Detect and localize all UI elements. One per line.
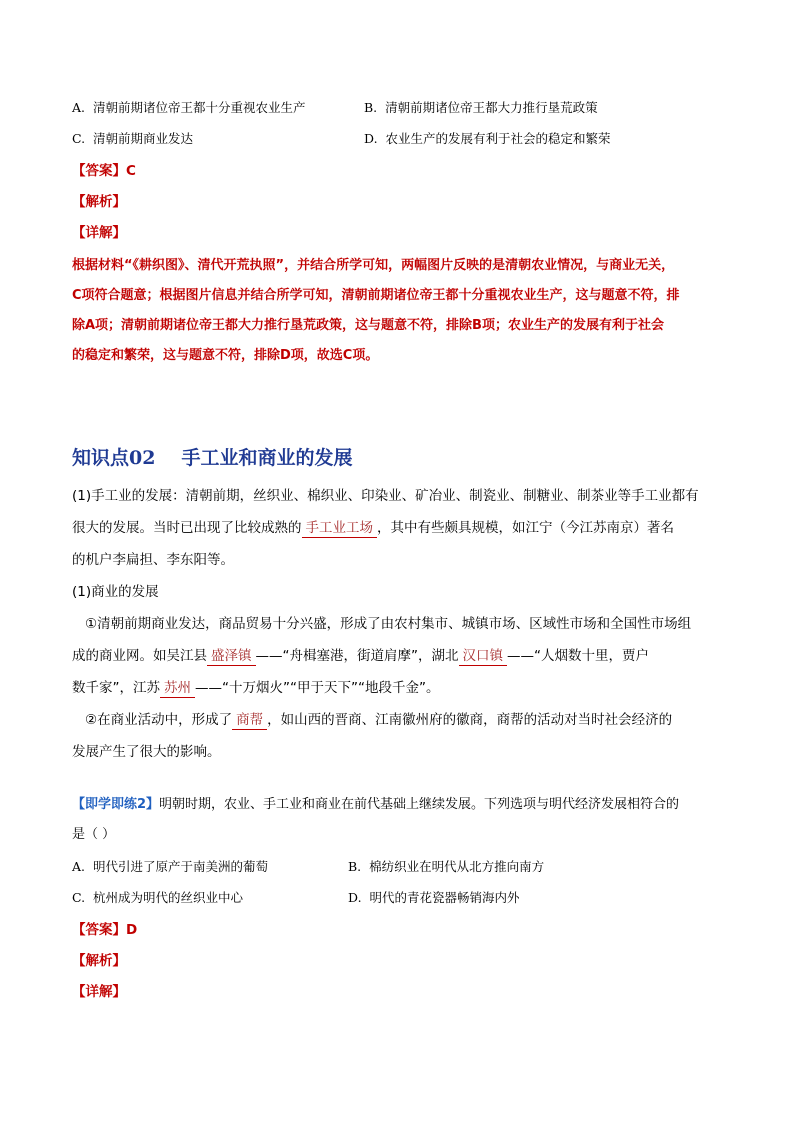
option-text: 明代引进了原产于南美洲的葡萄: [92, 859, 268, 874]
fill-blank: 汉口镇: [459, 647, 508, 666]
q1-option-a: [72, 98, 305, 118]
option-text: 农业生产的发展有利于社会的稳定和繁荣: [385, 131, 611, 146]
detail-line: 根据材料“《耕织图》、清代开荒执照”，并结合所学可知，两幅图片反映的是清朝农业情况，与商业无关，: [72, 258, 675, 273]
section-number: 知识点02: [72, 447, 156, 469]
stem-line: 是（ ）: [72, 827, 116, 842]
stem-text: 明朝时期，农业、手工业和商业在前代基础上继续发展。下列选项与明代经济发展相符合的: [159, 797, 680, 812]
detail-line: 除A项；清朝前期诸位帝王都大力推行垦荒政策，这与题意不符，排除B项；农业生产的发展有利于社会: [72, 318, 664, 333]
exercise-2-stem: [72, 790, 732, 850]
text-span: ，其中有些颇具规模，如江宁（今江苏南京）著名: [377, 520, 674, 536]
option-letter: C.: [72, 890, 86, 905]
q1-detail-label: 【详解】: [72, 225, 126, 241]
text-span: ②在商业活动中，形成了: [85, 712, 233, 728]
option-letter: C.: [72, 131, 86, 146]
content-line: 发展产生了很大的影响。: [72, 744, 221, 760]
content-line: [72, 672, 732, 704]
fill-blank: 手工业工场: [302, 519, 378, 538]
option-text: 清朝前期商业发达: [93, 131, 194, 146]
text-span: ——“人烟数十里，贾户: [507, 648, 649, 664]
fill-blank: 苏州: [160, 679, 195, 698]
content-line: [72, 640, 732, 672]
q1-analysis-label: 【解析】: [72, 194, 126, 210]
detail-line: C项符合题意；根据图片信息并结合所学可知，清朝前期诸位帝王都十分重视农业生产，这与题意不符，排: [72, 288, 680, 303]
detail-line: 的稳定和繁荣，这与题意不符，排除D项，故选C项。: [72, 348, 379, 363]
option-text: 清朝前期诸位帝王都大力推行垦荒政策: [385, 100, 598, 115]
q2-detail-label: 【详解】: [72, 984, 126, 1000]
content-line: (1)手工业的发展：清朝前期，丝织业、棉织业、印染业、矿冶业、制瓷业、制糖业、制茶业等手工业都有: [72, 488, 699, 504]
section-title: 手工业和商业的发展: [181, 447, 353, 469]
option-letter: D.: [364, 131, 378, 146]
section-heading: [72, 444, 352, 472]
content-line: [72, 512, 732, 544]
option-text: 明代的青花瓷器畅销海内外: [369, 890, 520, 905]
option-text: 棉纺织业在明代从北方推向南方: [369, 859, 545, 874]
q1-option-c: [72, 129, 193, 149]
content-line: 的机户李扁担、李东阳等。: [72, 552, 234, 568]
option-letter: A.: [72, 859, 86, 874]
q1-answer: 【答案】C: [72, 163, 136, 179]
text-span: ——“舟楫塞港，街道肩摩”，湖北: [255, 648, 459, 664]
option-text: 杭州成为明代的丝织业中心: [93, 890, 244, 905]
q2-option-b: [348, 857, 544, 877]
option-letter: B.: [348, 859, 362, 874]
q1-option-d: [364, 129, 611, 149]
q2-option-d: [348, 888, 520, 908]
q2-option-a: [72, 857, 268, 877]
text-span: ，如山西的晋商、江南徽州府的徽商，商帮的活动对当时社会经济的: [267, 712, 673, 728]
content-line: (1)商业的发展: [72, 584, 159, 600]
content-line: [72, 704, 732, 736]
fill-blank: 商帮: [232, 711, 267, 730]
text-span: 成的商业网。如吴江县: [72, 648, 207, 664]
exercise-tag: 【即学即练2】: [72, 797, 160, 812]
knowledge-content: [72, 480, 732, 768]
option-text: 清朝前期诸位帝王都十分重视农业生产: [92, 100, 306, 115]
stem-line: [72, 790, 732, 820]
text-span: ——“十万烟火”“甲于天下”“地段千金”。: [195, 680, 440, 696]
option-letter: B.: [364, 100, 378, 115]
content-line: ①清朝前期商业发达，商品贸易十分兴盛，形成了由农村集市、城镇市场、区域性市场和全国性市场组: [85, 616, 692, 632]
text-span: 很大的发展。当时已出现了比较成熟的: [72, 520, 302, 536]
option-letter: D.: [348, 890, 362, 905]
q1-detail-text: [72, 251, 732, 371]
option-letter: A.: [72, 100, 86, 115]
q2-option-c: [72, 888, 243, 908]
q1-option-b: [364, 98, 598, 118]
q2-analysis-label: 【解析】: [72, 953, 126, 969]
text-span: 数千家”，江苏: [72, 680, 160, 696]
fill-blank: 盛泽镇: [207, 647, 256, 666]
q2-answer: 【答案】D: [72, 922, 138, 938]
